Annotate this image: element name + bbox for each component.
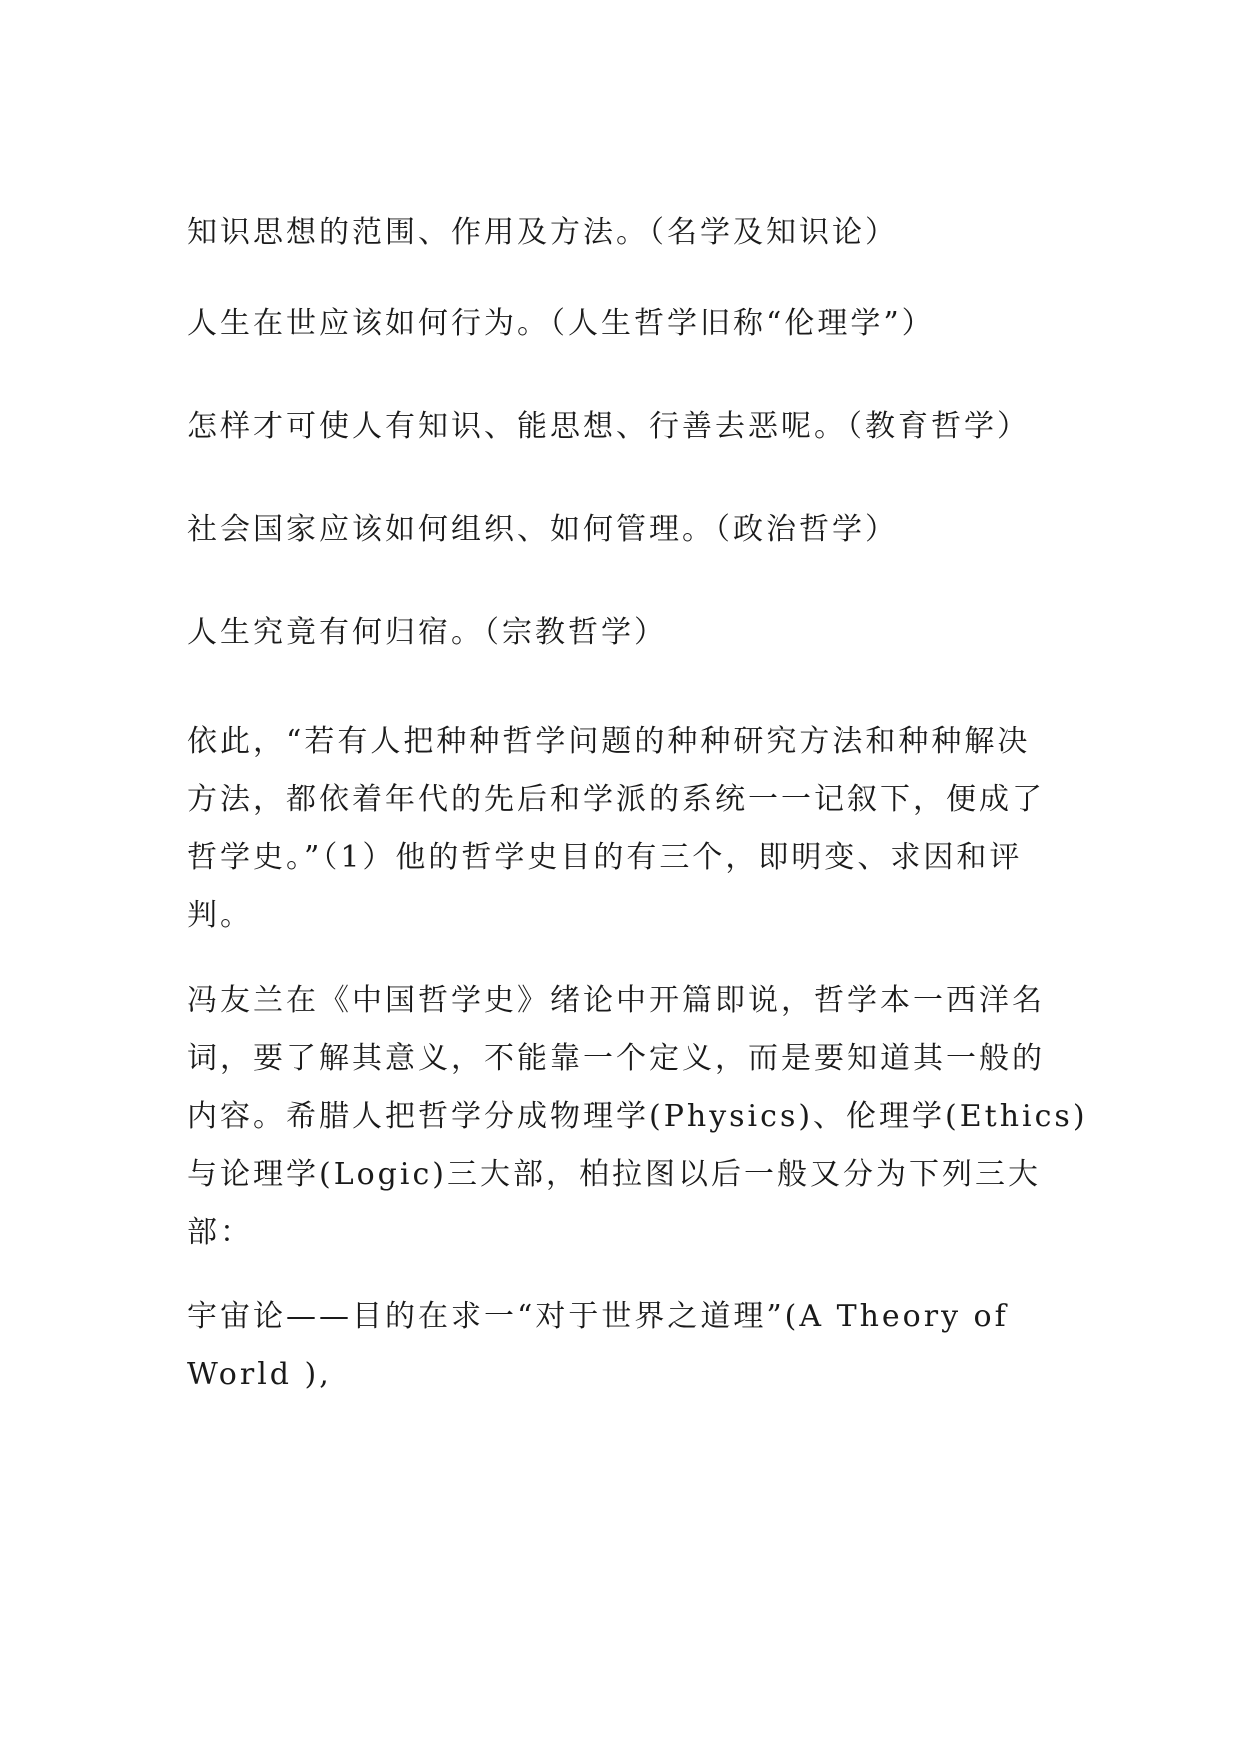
text-line: 人生在世应该如何行为。（人生哲学旧称“伦理学”） xyxy=(187,306,935,341)
text-line: 怎样才可使人有知识、能思想、行善去恶呢。（教育哲学） xyxy=(187,409,1030,444)
text-line: 内容。希腊人把哲学分成物理学(Physics)、伦理学(Ethics) xyxy=(187,1099,1088,1134)
text-line: World ), xyxy=(187,1357,332,1392)
text-line: 依此，“若有人把种种哲学问题的种种研究方法和种种解决 xyxy=(187,724,1031,759)
text-line: 方法，都依着年代的先后和学派的系统一一记叙下，便成了 xyxy=(187,782,1045,817)
paragraph-politics xyxy=(187,501,1057,559)
text-line: 部： xyxy=(187,1215,253,1250)
text-line: 宇宙论——目的在求一“对于世界之道理”(A Theory of xyxy=(187,1299,1009,1334)
text-line: 哲学史。”（1）他的哲学史目的有三个，即明变、求因和评 xyxy=(187,840,1023,875)
text-line: 人生究竟有何归宿。（宗教哲学） xyxy=(187,615,667,650)
paragraph-ethics xyxy=(187,295,1057,353)
paragraph-cosmology xyxy=(187,1288,1057,1404)
text-line: 知识思想的范围、作用及方法。（名学及知识论） xyxy=(187,215,898,250)
paragraph-education xyxy=(187,398,1057,456)
paragraph-history-definition xyxy=(187,713,1057,945)
text-line: 词，要了解其意义，不能靠一个定义，而是要知道其一般的 xyxy=(187,1041,1045,1076)
text-line: 判。 xyxy=(187,898,253,933)
paragraph-logic-epistemology xyxy=(187,204,1057,262)
text-line: 冯友兰在《中国哲学史》绪论中开篇即说，哲学本一西洋名 xyxy=(187,983,1045,1018)
paragraph-feng-youlan xyxy=(187,972,1088,1262)
paragraph-religion xyxy=(187,604,1057,662)
text-line: 社会国家应该如何组织、如何管理。（政治哲学） xyxy=(187,512,898,547)
text-line: 与论理学(Logic)三大部，柏拉图以后一般又分为下列三大 xyxy=(187,1157,1041,1192)
